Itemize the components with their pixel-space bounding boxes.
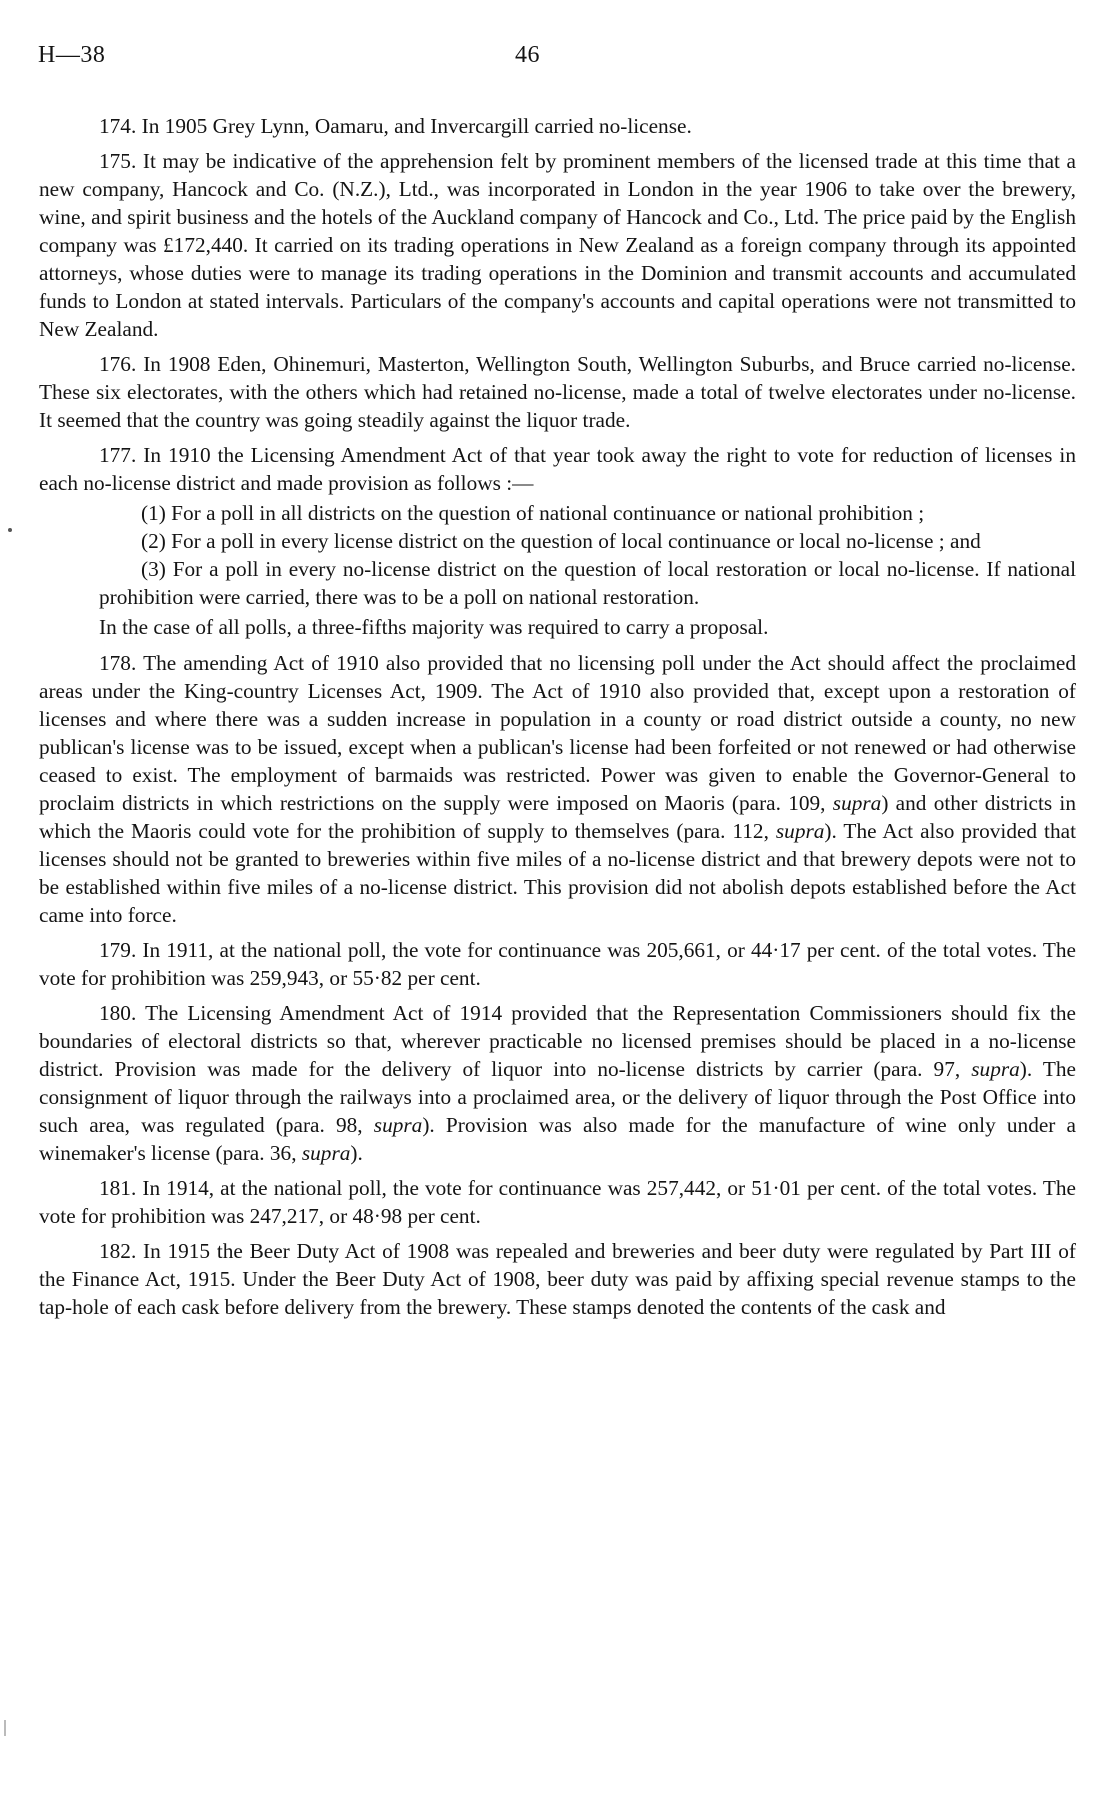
paragraph-181 [39,1174,1076,1230]
paragraph-174 [39,112,1076,140]
paragraph-text: In 1915 the Beer Duty Act of 1908 was repealed and breweries and beer duty were regulated by Part III of the Finance Act, 1915. Under the Beer Duty Act of 1908, beer duty was paid by affixing special revenue stamps to the tap-hole of each cask before delivery from the brewery. These stamps denoted the contents of the cask and [39,1239,1076,1319]
paragraph-text: ). Provision was also made for the manufacture of wine only under a winemaker's license (para. 36, [39,1113,1076,1165]
paragraph-text: ). [350,1141,363,1165]
italic-supra: supra [775,819,825,843]
paragraph-number: 182. [99,1239,137,1263]
paragraph-text: ). The Act also provided that licenses should not be granted to breweries within five miles of a no-license district and that brewery depots were not to be established within five miles of a no-license district. This provision did not abolish depots established before the Act came into force. [39,819,1076,927]
list-item-text: For a poll in all districts on the question of national continuance or national prohibition ; [171,501,925,525]
paragraph-text: It may be indicative of the apprehension felt by prominent members of the licensed trade at this time that a new company, Hancock and Co. (N.Z.), Ltd., was incorporated in London in the year 1906 to take over the brewery, wine, and spirit business and the hotels of the Auckland company of Hancock and Co., Ltd. The price paid by the English company was £172,440. It carried on its trading operations in New Zealand as a foreign company through its appointed attorneys, whose duties were to manage its trading operations in the Dominion and transmit accounts and accumulated funds to London at stated intervals. Particulars of the company's accounts and capital operations were not transmitted to New Zealand. [39,149,1077,341]
paragraph-text: The Licensing Amendment Act of 1914 provided that the Representation Commissioners should fix the boundaries of electoral districts so that, wherever practicable no licensed premises should be placed in a no-license district. Provision was made for the delivery of liquor into no-license districts by carrier (para. 97, [39,1001,1076,1081]
paragraph-number: 180. [99,1001,137,1025]
italic-supra: supra [301,1141,351,1165]
document-reference: H—38 [38,42,106,68]
list-item-text: For a poll in every no-license district on the question of local restoration or local no-license. If national prohibition were carried, there was to be a poll on national restoration. [99,557,1076,609]
list-item-label: (1) [141,501,166,525]
italic-supra: supra [373,1113,423,1137]
margin-mark [4,1720,6,1736]
paragraph-text: In 1908 Eden, Ohinemuri, Masterton, Wellington South, Wellington Suburbs, and Bruce carried no-license. These six electorates, with the others which had retained no-license, made a total of twelve electorates under no-license. It seemed that the country was going steadily against the liquor trade. [39,352,1077,432]
list-item [39,499,1076,527]
paragraph-number: 177. [99,443,137,467]
paragraph-179 [39,936,1076,992]
provision-list [99,499,1076,611]
paragraph-text: In 1911, at the national poll, the vote for continuance was 205,661, or 44·17 per cent. of the total votes. The vote for prohibition was 259,943, or 55·82 per cent. [39,938,1077,990]
page-number: 46 [515,42,540,68]
paragraph-182 [39,1237,1076,1321]
list-item [39,527,1076,555]
list-closing-text: In the case of all polls, a three-fifths majority was required to carry a proposal. [99,615,769,639]
list-item-label: (3) [141,557,166,581]
paragraph-number: 178. [99,651,137,675]
paragraph-number: 175. [99,149,137,173]
paragraph-number: 181. [99,1176,137,1200]
paragraph-177 [39,441,1076,497]
italic-supra: supra [832,791,882,815]
paragraph-text: ). The consignment of liquor through the railways into a proclaimed area, or the delivery of liquor through the Post Office into such area, was regulated (para. 98, [39,1057,1077,1137]
list-item-text: For a poll in every license district on the question of local continuance or local no-license ; and [171,529,981,553]
paragraph-number: 179. [99,938,137,962]
paragraph-text: In 1914, at the national poll, the vote for continuance was 257,442, or 51·01 per cent. of the total votes. The vote for prohibition was 247,217, or 48·98 per cent. [39,1176,1076,1228]
paragraph-175 [39,147,1076,343]
paragraph-180 [39,999,1076,1167]
paragraph-text: ) and other districts in which the Maoris could vote for the prohibition of supply to themselves (para. 112, [39,791,1076,843]
margin-mark [8,528,12,532]
page-header [38,42,1076,72]
body-text [39,112,1076,1328]
italic-supra: supra [971,1057,1020,1081]
paragraph-178 [39,649,1076,929]
paragraph-176 [39,350,1076,434]
list-item [39,555,1076,611]
paragraph-text: In 1910 the Licensing Amendment Act of that year took away the right to vote for reduction of licenses in each no-license district and made provision as follows :— [39,443,1076,495]
paragraph-text: The amending Act of 1910 also provided that no licensing poll under the Act should affect the proclaimed areas under the King-country Licenses Act, 1909. The Act of 1910 also provided that, except upon a restoration of licenses and where there was a sudden increase in population in a county or road district outside a county, no new publican's license was to be issued, except when a publican's license had been forfeited or not renewed or had otherwise ceased to exist. The employment of barmaids was restricted. Power was given to enable the Governor-General to proclaim districts in which restrictions on the supply were imposed on Maoris (para. 109, [39,651,1076,815]
paragraph-text: In 1905 Grey Lynn, Oamaru, and Invercargill carried no-license. [141,114,692,138]
paragraph-number: 174. [99,114,137,138]
paragraph-number: 176. [99,352,137,376]
list-item-label: (2) [141,529,166,553]
